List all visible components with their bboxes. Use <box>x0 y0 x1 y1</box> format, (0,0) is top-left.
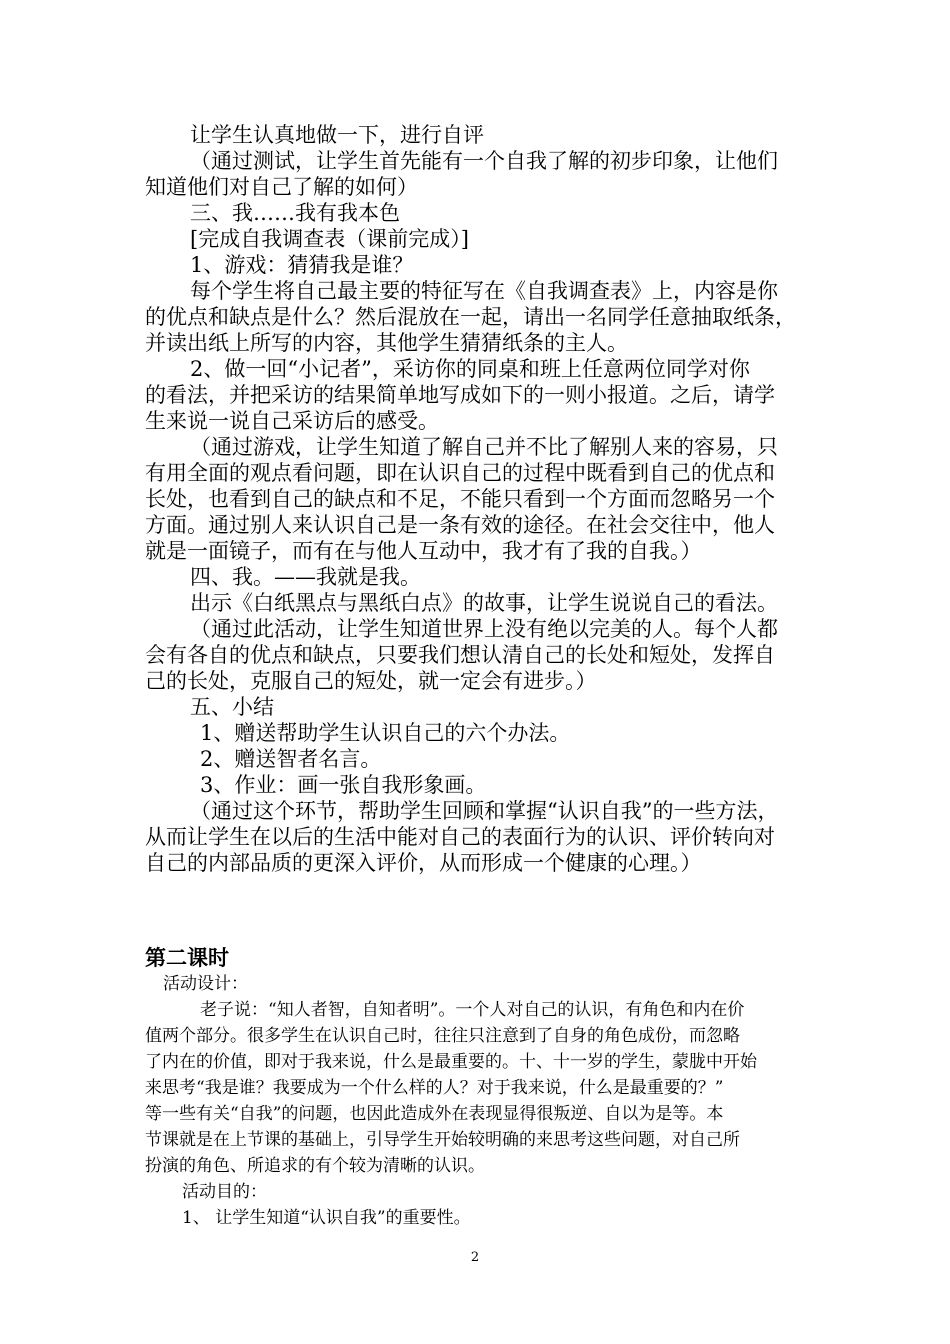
text-line: 三、我……我有我本色 <box>190 201 400 225</box>
text-line: 等一些有关“自我”的问题，也因此造成外在表现显得很叛逆、自以为是等。本 <box>145 1104 724 1124</box>
text-line: 来思考“我是谁？我要成为一个什么样的人？对于我来说，什么是最重要的？” <box>145 1078 724 1098</box>
text-line: 己的长处，克服自己的短处，就一定会有进步。） <box>145 669 597 693</box>
text-line: 值两个部分。很多学生在认识自己时，往往只注意到了自身的角色成份，而忽略 <box>145 1026 740 1046</box>
text-line: （通过测试，让学生首先能有一个自我了解的初步印象，让他们 <box>190 149 778 173</box>
text-line: （通过游戏，让学生知道了解自己并不比了解别人来的容易，只 <box>190 435 778 459</box>
text-line: 从而让学生在以后的生活中能对自己的表面行为的认识、评价转向对 <box>145 825 775 849</box>
text-line: 扮演的角色、所追求的有个较为清晰的认识。 <box>145 1156 485 1176</box>
text-line: 2、做一回“小记者”，采访你的同桌和班上任意两位同学对你 <box>190 357 750 381</box>
text-line: 节课就是在上节课的基础上，引导学生开始较明确的来思考这些问题，对自己所 <box>145 1130 740 1150</box>
text-line: [完成自我调查表（课前完成）] <box>190 227 469 251</box>
text-line: 会有各自的优点和缺点，只要我们想认清自己的长处和短处，发挥自 <box>145 643 775 667</box>
text-line: 1、游戏：猜猜我是谁？ <box>190 253 414 277</box>
text-line: 出示《白纸黑点与黑纸白点》的故事，让学生说说自己的看法。 <box>190 591 778 615</box>
text-line: 生来说一说自己采访后的感受。 <box>145 409 439 433</box>
text-line: 的优点和缺点是什么？然后混放在一起，请出一名同学任意抽取纸条， <box>145 305 796 329</box>
text-line: 老子说：“知人者智，自知者明”。一个人对自己的认识，有角色和内在价 <box>200 1000 745 1020</box>
text-line: 自己的内部品质的更深入评价，从而形成一个健康的心理。） <box>145 851 702 875</box>
text-line: 知道他们对自己了解的如何） <box>145 175 418 199</box>
text-line: 活动设计： <box>163 974 248 994</box>
text-line: 长处，也看到自己的缺点和不足，不能只看到一个方面而忽略另一个 <box>145 487 775 511</box>
text-line: 1、 让学生知道“认识自我”的重要性。 <box>182 1208 471 1228</box>
text-line: 的看法，并把采访的结果简单地写成如下的一则小报道。之后，请学 <box>145 383 775 407</box>
text-line: 2、赠送智者名言。 <box>200 747 382 771</box>
text-line: 每个学生将自己最主要的特征写在《自我调查表》上，内容是你 <box>190 279 778 303</box>
text-line: 活动目的： <box>182 1182 267 1202</box>
page-number: 2 <box>470 1250 480 1265</box>
text-line: 1、赠送帮助学生认识自己的六个办法。 <box>200 721 571 745</box>
text-line: 了内在的价值，即对于我来说，什么是最重要的。十、十一岁的学生，蒙胧中开始 <box>145 1052 757 1072</box>
text-line: 让学生认真地做一下，进行自评 <box>190 123 484 147</box>
text-line: 就是一面镜子，而有在与他人互动中，我才有了我的自我。） <box>145 539 702 563</box>
text-line: （通过这个环节，帮助学生回顾和掌握“认识自我”的一些方法， <box>190 799 779 823</box>
text-line: 有用全面的观点看问题，即在认识自己的过程中既看到自己的优点和 <box>145 461 775 485</box>
text-line: 四、我。——我就是我。 <box>190 565 421 589</box>
section-heading: 第二课时 <box>145 946 229 970</box>
text-line: 3、作业：画一张自我形象画。 <box>200 773 487 797</box>
text-line: （通过此活动，让学生知道世界上没有绝以完美的人。每个人都 <box>190 617 778 641</box>
text-line: 并读出纸上所写的内容，其他学生猜猜纸条的主人。 <box>145 331 628 355</box>
text-line: 方面。通过别人来认识自己是一条有效的途径。在社会交往中，他人 <box>145 513 775 537</box>
text-line: 五、小结 <box>190 695 274 719</box>
